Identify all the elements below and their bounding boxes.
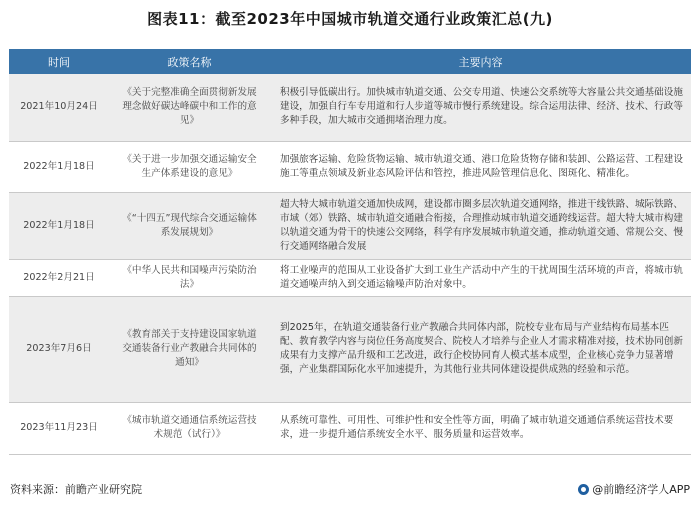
header-time: 时间	[9, 49, 109, 74]
row-date: 2023年11月23日	[9, 402, 109, 454]
header-policy-name: 政策名称	[109, 49, 270, 74]
row-policy-name: 《“十四五”现代综合交通运输体系发展规划》	[109, 192, 270, 259]
row-date: 2021年10月24日	[9, 74, 109, 141]
table-row	[9, 259, 691, 296]
row-content: 加强旅客运输、危险货物运输、城市轨道交通、港口危险货物存储和装卸、公路运营、工程建设施工等重点领域及新业态风险评估和管控，推进风险管理信息化、图斑化、精准化。	[270, 141, 691, 192]
table-row	[9, 74, 691, 141]
row-date: 2023年7月6日	[9, 296, 109, 402]
row-content: 超大特大城市轨道交通加快成网，建设都市圈多层次轨道交通网络，推进干线铁路、城际铁路、市域（郊）铁路、城市轨道交通融合衔接，合理推动城市轨道交通跨线运营。超大特大城市构建以轨道交通为骨干的快速公交网络，科学有序发展城市轨道交通，推动轨道交通、常规公交、慢行交通网络融合发展	[270, 192, 691, 259]
row-date: 2022年2月21日	[9, 259, 109, 296]
header-main-content: 主要内容	[270, 49, 691, 74]
table-row	[9, 192, 691, 259]
row-policy-name: 《关于进一步加强交通运输安全生产体系建设的意见》	[109, 141, 270, 192]
row-content: 积极引导低碳出行。加快城市轨道交通、公交专用道、快速公交系统等大容量公共交通基础设施建设，加强自行车专用道和行人步道等城市慢行系统建设。综合运用法律、经济、技术、行政等多种手段，加大城市交通拥堵治理力度。	[270, 74, 691, 141]
row-policy-name: 《中华人民共和国噪声污染防治法》	[109, 259, 270, 296]
table-row	[9, 141, 691, 192]
policy-table	[9, 49, 691, 455]
source-note: 资料来源：前瞻产业研究院	[10, 483, 142, 496]
row-content: 从系统可靠性、可用性、可维护性和安全性等方面，明确了城市轨道交通通信系统运营技术要求，进一步提升通信系统安全水平、服务质量和运营效率。	[270, 402, 691, 454]
figure-title: 图表11：截至2023年中国城市轨道交通行业政策汇总(九)	[147, 10, 553, 28]
row-policy-name: 《教育部关于支持建设国家轨道交通装备行业产教融合共同体的通知》	[109, 296, 270, 402]
row-content: 将工业噪声的范围从工业设备扩大到工业生产活动中产生的干扰周围生活环境的声音，将城市轨道交通噪声纳入到交通运输噪声防治对象中。	[270, 259, 691, 296]
row-content: 到2025年，在轨道交通装备行业产教融合共同体内部，院校专业布局与产业结构布局基本匹配、教育教学内容与岗位任务高度契合、院校人才培养与企业人才需求精准对接，技术协同创新成果有力支撑产品升级和工艺改进，政行企校协同育人模式基本成型，企业核心竞争力显著增强，产业集群国际化水平加速提升，为其他行业共同体建设提供成熟的经验和示范。	[270, 296, 691, 402]
brand-text: @前瞻经济学人APP	[592, 483, 690, 496]
brand-credit	[578, 481, 690, 497]
row-policy-name: 《城市轨道交通通信系统运营技术规范（试行）》	[109, 402, 270, 454]
table-header-row	[9, 49, 691, 74]
table-row	[9, 402, 691, 454]
row-date: 2022年1月18日	[9, 141, 109, 192]
row-date: 2022年1月18日	[9, 192, 109, 259]
qianzhan-logo-icon	[578, 484, 589, 495]
row-policy-name: 《关于完整准确全面贯彻新发展理念做好碳达峰碳中和工作的意见》	[109, 74, 270, 141]
table-row	[9, 296, 691, 402]
